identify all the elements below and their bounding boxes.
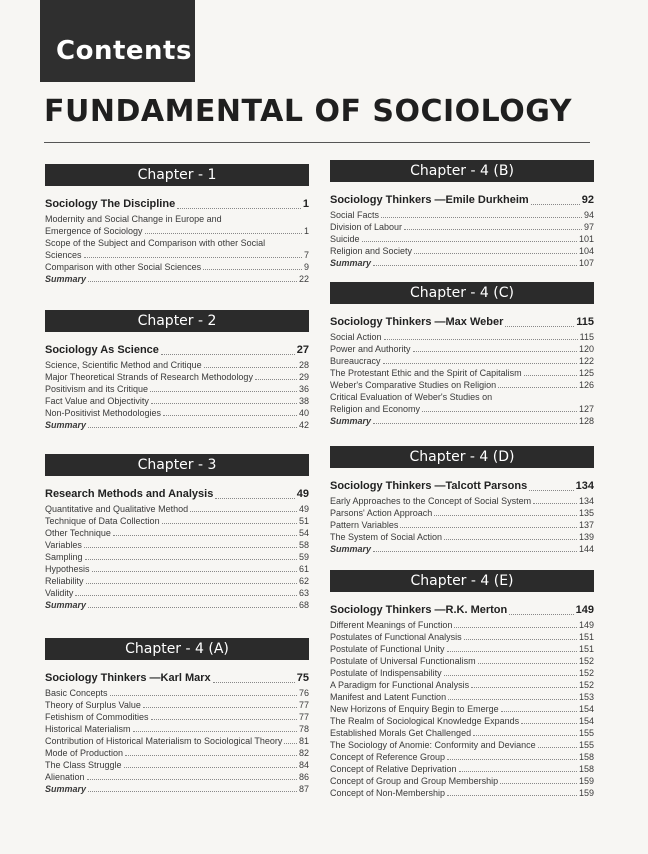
toc-entry-title: The Realm of Sociological Knowledge Expands (330, 716, 520, 726)
toc-entry[interactable] (330, 233, 594, 245)
toc-entry-title: Technique of Data Collection (45, 516, 160, 526)
toc-entry[interactable] (45, 539, 309, 551)
toc-entry-page: 120 (578, 344, 594, 354)
dot-leader (190, 511, 297, 512)
dot-leader (381, 217, 582, 218)
toc-entry-title: Sampling (45, 552, 83, 562)
toc-entry-page: 151 (578, 644, 594, 654)
toc-entry-page: 149 (578, 620, 594, 630)
dot-leader (422, 411, 577, 412)
toc-entry-title: Quantitative and Qualitative Method (45, 504, 189, 514)
toc-entry[interactable] (330, 391, 594, 415)
dot-leader (404, 229, 582, 230)
toc-entry-page: 28 (298, 360, 309, 370)
toc-entry-title: Social Facts (330, 210, 380, 220)
dot-leader (373, 265, 577, 266)
toc-summary-title: Summary (330, 416, 372, 426)
toc-entry[interactable] (45, 771, 309, 783)
toc-entry-page: 49 (298, 504, 309, 514)
toc-entry-title: Contribution of Historical Materialism to Sociological Theory (45, 736, 283, 746)
dot-leader (444, 675, 577, 676)
toc-summary-page: 87 (298, 784, 309, 794)
toc-entry-page: 135 (578, 508, 594, 518)
toc-entry[interactable] (45, 575, 309, 587)
toc-entry-page: 78 (298, 724, 309, 734)
chapter-heading-title: Research Methods and Analysis (45, 488, 214, 500)
dot-leader (447, 759, 577, 760)
chapter-heading-page: 1 (302, 198, 309, 210)
toc-entry-title: Variables (45, 540, 82, 550)
dot-leader (501, 711, 577, 712)
toc-entry-title: Mode of Production (45, 748, 124, 758)
toc-entry-page: 122 (578, 356, 594, 366)
dot-leader (448, 699, 577, 700)
dot-leader (177, 208, 301, 209)
toc-entry-title: New Horizons of Enquiry Begin to Emerge (330, 704, 499, 714)
dot-leader (163, 415, 297, 416)
toc-entry[interactable] (330, 209, 594, 221)
dot-leader (538, 747, 577, 748)
dot-leader (459, 771, 577, 772)
toc-entry[interactable] (330, 679, 594, 691)
chapter-section (45, 454, 309, 611)
chapter-section (330, 160, 594, 269)
toc-summary-page: 68 (298, 600, 309, 610)
toc-entry-title: Postulate of Universal Functionalism (330, 656, 476, 666)
contents-banner (40, 0, 195, 82)
toc-summary-page: 128 (578, 416, 594, 426)
dot-leader (498, 387, 577, 388)
dot-leader (521, 723, 577, 724)
toc-entry-title: Manifest and Latent Function (330, 692, 447, 702)
toc-entry-title: Validity (45, 588, 74, 598)
toc-entry-title: The System of Social Action (330, 532, 443, 542)
toc-entry-title: Hypothesis (45, 564, 90, 574)
toc-entry[interactable] (45, 587, 309, 599)
chapter-heading-page: 115 (576, 316, 594, 328)
chapter-heading[interactable] (330, 315, 594, 330)
toc-entry-title: Concept of Non-Membership (330, 788, 446, 798)
dot-leader (500, 783, 577, 784)
dot-leader (204, 367, 297, 368)
toc-entry-title: Early Approaches to the Concept of Social System (330, 496, 532, 506)
dot-leader (413, 351, 577, 352)
toc-entry-title-cont: Emergence of Sociology (45, 226, 143, 236)
toc-entry[interactable] (45, 237, 309, 261)
toc-entry-title: Positivism and its Critique (45, 384, 149, 394)
toc-entry-continuation (330, 403, 594, 415)
toc-entry-continuation (45, 249, 309, 261)
toc-entry-title-cont: Religion and Economy (330, 404, 421, 414)
dot-leader (125, 755, 297, 756)
toc-entry[interactable] (330, 667, 594, 679)
chapter-header: Chapter - 4 (D) (330, 446, 594, 468)
toc-entry[interactable] (45, 687, 309, 699)
chapter-heading-page: 27 (296, 344, 309, 356)
chapter-heading[interactable] (45, 343, 309, 358)
toc-entry[interactable] (330, 519, 594, 531)
toc-entry-continuation (45, 225, 309, 237)
toc-entry-page: 38 (298, 396, 309, 406)
toc-entry-title: Postulate of Functional Unity (330, 644, 445, 654)
toc-entry-title: Theory of Surplus Value (45, 700, 141, 710)
toc-summary-title: Summary (330, 544, 372, 554)
toc-entry-title: Comparison with other Social Sciences (45, 262, 202, 272)
toc-entry[interactable] (330, 495, 594, 507)
toc-entry-page: 63 (298, 588, 309, 598)
dot-leader (284, 743, 297, 744)
toc-entry-page: 127 (578, 404, 594, 414)
toc-entry[interactable] (330, 775, 594, 787)
dot-leader (509, 614, 573, 615)
toc-entry-title: Parsons' Action Approach (330, 508, 433, 518)
toc-entry-page: 152 (578, 656, 594, 666)
dot-leader (161, 354, 295, 355)
toc-summary-title: Summary (45, 600, 87, 610)
toc-summary[interactable] (45, 599, 309, 611)
toc-entry[interactable] (330, 787, 594, 799)
dot-leader (215, 498, 294, 499)
toc-entry[interactable] (330, 691, 594, 703)
toc-entry-title: Fact Value and Objectivity (45, 396, 149, 406)
toc-entry[interactable] (330, 643, 594, 655)
toc-entry-title: Weber's Comparative Studies on Religion (330, 380, 497, 390)
toc-entry-title: Division of Labour (330, 222, 403, 232)
toc-entry-title: Postulates of Functional Analysis (330, 632, 462, 642)
toc-entry[interactable] (330, 739, 594, 751)
toc-entry[interactable] (330, 355, 594, 367)
chapter-section (45, 638, 309, 795)
toc-entry-title: Power and Authority (330, 344, 411, 354)
chapter-section (330, 570, 594, 799)
toc-entry-page: 139 (578, 532, 594, 542)
toc-entry-title: The Class Struggle (45, 760, 122, 770)
toc-entry-page: 1 (303, 226, 309, 236)
toc-entry[interactable] (45, 213, 309, 237)
dot-leader (151, 719, 297, 720)
chapter-heading-title: Sociology Thinkers —Karl Marx (45, 672, 211, 684)
toc-entry[interactable] (45, 503, 309, 515)
toc-entry[interactable] (45, 551, 309, 563)
toc-summary[interactable] (330, 543, 594, 555)
dot-leader (255, 379, 297, 380)
chapter-heading-title: Sociology Thinkers —R.K. Merton (330, 604, 508, 616)
dot-leader (213, 682, 295, 683)
dot-leader (383, 363, 577, 364)
chapter-heading-title: Sociology Thinkers —Emile Durkheim (330, 194, 529, 206)
toc-entry-page: 77 (298, 700, 309, 710)
toc-entry-title: Basic Concepts (45, 688, 108, 698)
title-divider (44, 142, 590, 143)
toc-entry-page: 82 (298, 748, 309, 758)
toc-summary-page: 107 (578, 258, 594, 268)
toc-entry-page: 51 (298, 516, 309, 526)
toc-entry[interactable] (330, 379, 594, 391)
chapter-heading[interactable] (45, 487, 309, 502)
toc-summary-title: Summary (45, 420, 87, 430)
toc-entry-title: Social Action (330, 332, 382, 342)
dot-leader (447, 795, 577, 796)
toc-entry-title: Other Technique (45, 528, 111, 538)
chapter-header: Chapter - 4 (B) (330, 160, 594, 182)
toc-entry-title: Non-Positivist Methodologies (45, 408, 162, 418)
toc-entry[interactable] (45, 515, 309, 527)
dot-leader (84, 257, 302, 258)
chapter-heading[interactable] (45, 671, 309, 686)
toc-entry-page: 115 (579, 332, 594, 342)
dot-leader (529, 490, 573, 491)
toc-entry-title: Scope of the Subject and Comparison with other Social (45, 238, 266, 248)
dot-leader (464, 639, 577, 640)
toc-entry-page: 81 (298, 736, 309, 746)
dot-leader (400, 527, 577, 528)
dot-leader (110, 695, 297, 696)
dot-leader (533, 503, 577, 504)
chapter-section (45, 310, 309, 431)
toc-entry-page: 153 (578, 692, 594, 702)
dot-leader (373, 423, 577, 424)
toc-entry-title: Fetishism of Commodities (45, 712, 149, 722)
toc-entry-title: Postulate of Indispensability (330, 668, 442, 678)
toc-entry-page: 36 (298, 384, 309, 394)
toc-summary-title: Summary (45, 274, 87, 284)
toc-entry-page: 94 (583, 210, 594, 220)
chapter-heading[interactable] (330, 479, 594, 494)
toc-entry-page: 158 (578, 752, 594, 762)
toc-entry-page: 86 (298, 772, 309, 782)
toc-summary-page: 22 (298, 274, 309, 284)
dot-leader (162, 523, 297, 524)
toc-entry-page: 77 (298, 712, 309, 722)
toc-entry-page: 101 (578, 234, 594, 244)
chapter-header: Chapter - 4 (C) (330, 282, 594, 304)
toc-entry-page: 9 (303, 262, 309, 272)
dot-leader (362, 241, 577, 242)
toc-entry[interactable] (330, 703, 594, 715)
dot-leader (86, 583, 297, 584)
dot-leader (84, 547, 297, 548)
chapter-section (330, 282, 594, 427)
toc-entry-page: 84 (298, 760, 309, 770)
chapter-header: Chapter - 4 (E) (330, 570, 594, 592)
contents-label: Contents (56, 36, 192, 66)
toc-entry[interactable] (45, 747, 309, 759)
chapter-header: Chapter - 4 (A) (45, 638, 309, 660)
toc-entry-page: 104 (578, 246, 594, 256)
toc-entry-page: 58 (298, 540, 309, 550)
toc-entry-page: 137 (578, 520, 594, 530)
toc-summary-title: Summary (330, 258, 372, 268)
chapter-heading-page: 134 (575, 480, 594, 492)
toc-entry[interactable] (45, 371, 309, 383)
chapter-heading-title: Sociology As Science (45, 344, 159, 356)
toc-entry[interactable] (45, 407, 309, 419)
toc-entry-title: Bureaucracy (330, 356, 381, 366)
dot-leader (434, 515, 577, 516)
dot-leader (454, 627, 577, 628)
toc-entry-title: Modernity and Social Change in Europe and (45, 214, 222, 224)
toc-entry[interactable] (45, 735, 309, 747)
toc-entry-title: The Protestant Ethic and the Spirit of Capitalism (330, 368, 522, 378)
toc-entry-page: 152 (578, 680, 594, 690)
chapter-heading-page: 75 (296, 672, 309, 684)
toc-entry-page: 154 (578, 704, 594, 714)
toc-entry[interactable] (45, 699, 309, 711)
toc-entry[interactable] (330, 507, 594, 519)
dot-leader (444, 539, 577, 540)
toc-summary[interactable] (45, 783, 309, 795)
toc-entry-page: 159 (578, 788, 594, 798)
chapter-heading-page: 149 (575, 604, 594, 616)
toc-entry[interactable] (330, 715, 594, 727)
toc-entry-title: A Paradigm for Functional Analysis (330, 680, 470, 690)
toc-summary[interactable] (45, 419, 309, 431)
toc-summary-title: Summary (45, 784, 87, 794)
toc-entry-title: Concept of Group and Group Membership (330, 776, 499, 786)
toc-entry-page: 62 (298, 576, 309, 586)
toc-summary[interactable] (330, 415, 594, 427)
toc-entry-page: 134 (578, 496, 594, 506)
toc-entry[interactable] (45, 527, 309, 539)
toc-entry-page: 76 (298, 688, 309, 698)
chapter-heading[interactable] (330, 603, 594, 618)
toc-entry-page: 97 (583, 222, 594, 232)
toc-entry-page: 7 (303, 250, 309, 260)
chapter-heading-title: Sociology Thinkers —Talcott Parsons (330, 480, 528, 492)
dot-leader (151, 403, 297, 404)
toc-entry[interactable] (45, 711, 309, 723)
dot-leader (203, 269, 302, 270)
dot-leader (384, 339, 578, 340)
dot-leader (414, 253, 577, 254)
toc-summary-page: 144 (578, 544, 594, 554)
toc-summary-page: 42 (298, 420, 309, 430)
toc-entry-page: 29 (298, 372, 309, 382)
toc-entry-page: 155 (578, 740, 594, 750)
dot-leader (150, 391, 297, 392)
chapter-header: Chapter - 1 (45, 164, 309, 186)
toc-entry-page: 125 (578, 368, 594, 378)
toc-entry-title: Concept of Reference Group (330, 752, 446, 762)
chapter-header: Chapter - 2 (45, 310, 309, 332)
dot-leader (145, 233, 302, 234)
toc-entry-page: 152 (578, 668, 594, 678)
toc-entry-title: Pattern Variables (330, 520, 399, 530)
toc-entry[interactable] (330, 619, 594, 631)
chapter-heading[interactable] (45, 197, 309, 212)
dot-leader (85, 559, 297, 560)
dot-leader (87, 779, 297, 780)
toc-entry[interactable] (330, 531, 594, 543)
toc-entry-page: 158 (578, 764, 594, 774)
toc-entry[interactable] (330, 631, 594, 643)
chapter-heading-page: 92 (581, 194, 594, 206)
toc-summary[interactable] (45, 273, 309, 285)
dot-leader (113, 535, 297, 536)
toc-entry[interactable] (330, 763, 594, 775)
chapter-heading[interactable] (330, 193, 594, 208)
toc-entry-title: Reliability (45, 576, 84, 586)
toc-entry-title: Suicide (330, 234, 360, 244)
toc-entry[interactable] (45, 759, 309, 771)
toc-entry-title: Different Meanings of Function (330, 620, 453, 630)
toc-entry-title: Alienation (45, 772, 85, 782)
dot-leader (524, 375, 577, 376)
dot-leader (531, 204, 580, 205)
dot-leader (88, 427, 297, 428)
dot-leader (88, 607, 297, 608)
toc-entry[interactable] (45, 395, 309, 407)
toc-entry[interactable] (330, 367, 594, 379)
chapter-section (330, 446, 594, 555)
toc-entry[interactable] (45, 359, 309, 371)
toc-entry-page: 159 (578, 776, 594, 786)
toc-entry[interactable] (330, 343, 594, 355)
toc-entry[interactable] (330, 245, 594, 257)
dot-leader (124, 767, 297, 768)
chapter-heading-title: Sociology Thinkers —Max Weber (330, 316, 504, 328)
dot-leader (88, 791, 297, 792)
dot-leader (92, 571, 297, 572)
toc-entry-title-cont: Sciences (45, 250, 82, 260)
dot-leader (447, 651, 577, 652)
dot-leader (505, 326, 574, 327)
toc-entry-title: The Sociology of Anomie: Conformity and Deviance (330, 740, 536, 750)
toc-entry-title: Established Morals Get Challenged (330, 728, 472, 738)
dot-leader (75, 595, 297, 596)
toc-entry-page: 126 (578, 380, 594, 390)
toc-entry-title: Concept of Relative Deprivation (330, 764, 457, 774)
toc-entry-title: Critical Evaluation of Weber's Studies on (330, 392, 493, 402)
book-title: FUNDAMENTAL OF SOCIOLOGY (44, 94, 572, 129)
toc-entry-title: Religion and Society (330, 246, 413, 256)
dot-leader (133, 731, 297, 732)
toc-entry[interactable] (45, 261, 309, 273)
toc-entry-page: 54 (298, 528, 309, 538)
toc-entry-title: Historical Materialism (45, 724, 131, 734)
chapter-section (45, 164, 309, 285)
toc-entry[interactable] (45, 383, 309, 395)
dot-leader (143, 707, 297, 708)
dot-leader (478, 663, 577, 664)
toc-summary[interactable] (330, 257, 594, 269)
toc-entry[interactable] (330, 655, 594, 667)
toc-entry[interactable] (45, 723, 309, 735)
dot-leader (373, 551, 577, 552)
dot-leader (471, 687, 577, 688)
toc-entry-page: 40 (298, 408, 309, 418)
dot-leader (88, 281, 297, 282)
toc-entry[interactable] (45, 563, 309, 575)
toc-entry[interactable] (330, 727, 594, 739)
toc-entry[interactable] (330, 751, 594, 763)
toc-entry-title: Science, Scientific Method and Critique (45, 360, 202, 370)
dot-leader (473, 735, 577, 736)
toc-entry-page: 154 (578, 716, 594, 726)
toc-entry-page: 59 (298, 552, 309, 562)
toc-entry-title: Major Theoretical Strands of Research Methodology (45, 372, 253, 382)
toc-entry[interactable] (330, 331, 594, 343)
toc-entry-page: 151 (578, 632, 594, 642)
chapter-heading-page: 49 (296, 488, 309, 500)
chapter-heading-title: Sociology The Discipline (45, 198, 176, 210)
toc-entry[interactable] (330, 221, 594, 233)
chapter-header: Chapter - 3 (45, 454, 309, 476)
toc-entry-page: 61 (298, 564, 309, 574)
toc-entry-page: 155 (578, 728, 594, 738)
